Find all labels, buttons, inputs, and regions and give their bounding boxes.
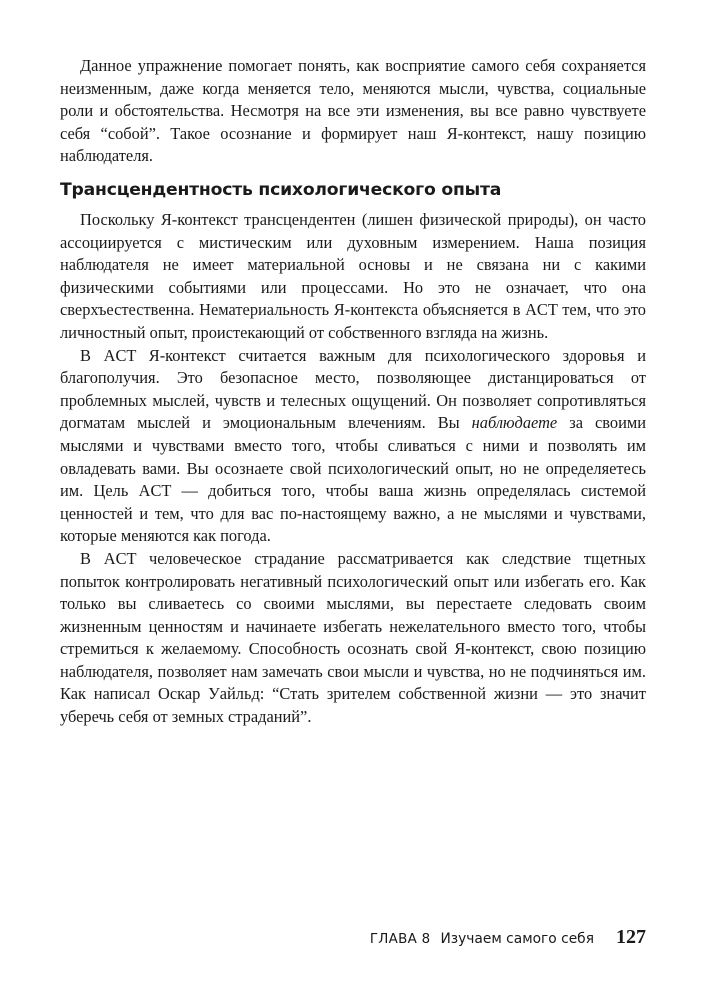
intro-paragraph: Данное упражнение помогает понять, как восприятие самого себя сохраняется неизменным, даже когда меняется тело, меняются мысли, чувства, социальные роли и обстоятельства. Несмотря на все эти изменения, вы все равно чувствуете себя “собой”. Такое осознание и формирует наш Я-контекст, нашу позицию наблюдателя.: [60, 56, 646, 166]
emphasized-word: наблюдаете: [471, 413, 558, 433]
section-body: [60, 209, 646, 729]
page-number: 127: [616, 926, 646, 948]
body-paragraph-1: Поскольку Я-контекст трансцендентен (лишен физической природы), он часто ассоциируется с мистическим или духовным измерением. Наша позиция наблюдателя не имеет материальной основы и не связана ни с какими физическими событиями или процессами. Но это не означает, что она сверхъестественна. Нематериальность Я-контекста объясняется в ACT тем, что это личностный опыт, проистекающий от собственного взгляда на жизнь.: [60, 210, 646, 342]
intro-text: [60, 55, 646, 168]
page-footer: [370, 926, 646, 950]
chapter-label: ГЛАВА 8: [369, 932, 431, 947]
paragraph-2-text-end: за своими мыслями и чувствами вместо того, чтобы сливаться с ними и позволять им овладевать вами. Вы осознаете свой психологический опыт, но не определяетесь им. Цель ACT — добиться того, чтобы ваша жизнь определялась системой ценностей и тем, что для вас по-настоящему важно, а не мыслями и чувствами, которые меняются как погода.: [60, 413, 646, 546]
body-paragraph-2: [60, 345, 646, 548]
chapter-title: Изучаем самого себя: [440, 931, 594, 947]
section-heading: Трансцендентность психологического опыта: [60, 180, 502, 200]
paragraph-2-text-start: В ACT Я-контекст считается важным для психологического здоровья и благополучия. Это безопасное место, позволяющее дистанцироваться от проблемных мыслей, чувств и телесных ощущений. Он позволяет сопротивляться догматам мыслей и эмоциональным влечениям. Вы: [60, 345, 646, 433]
body-paragraph-3: В ACT человеческое страдание рассматривается как следствие тщетных попыток контролировать негативный психологический опыт или избегать его. Как только вы сливаетесь со своими мыслями, вы перестаете следовать своим жизненным ценностям и начинаете избегать нежелательного вместо того, чтобы стремиться к желаемому. Способность осознать свой Я-контекст, свою позицию наблюдателя, позволяет нам замечать свои мысли и чувства, но не подчиняться им. Как написал Оскар Уайльд: “Стать зрителем собственной жизни — это значит уберечь себя от земных страданий”.: [60, 548, 646, 727]
